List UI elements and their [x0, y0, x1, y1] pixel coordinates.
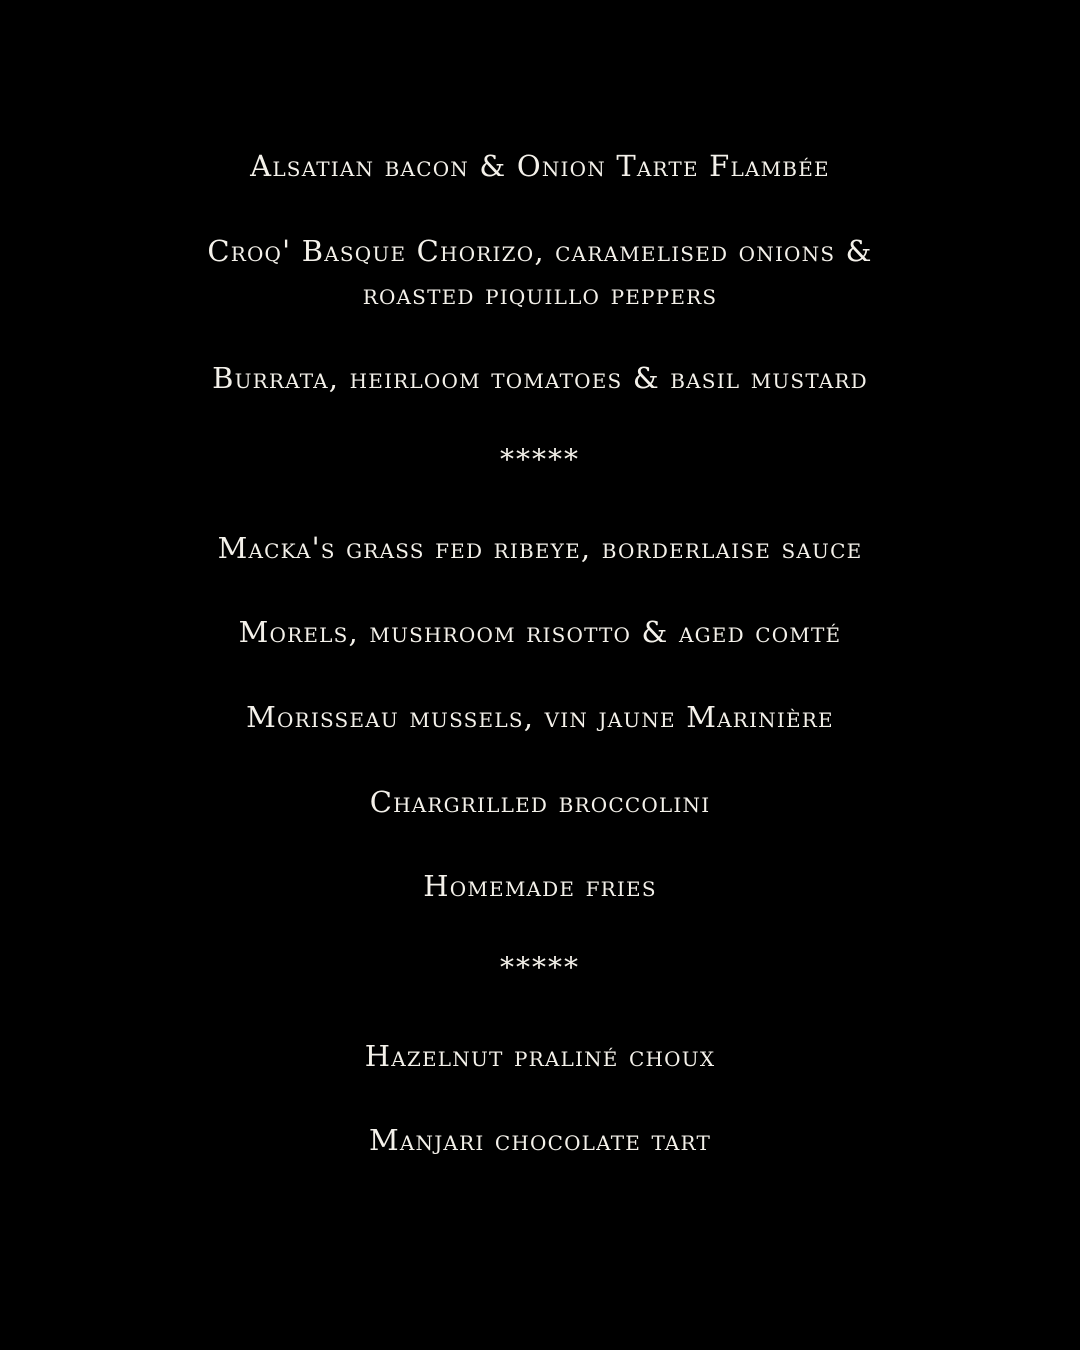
menu-item-choux: Hazelnut praliné choux	[364, 1039, 716, 1073]
menu-item-mussels: Morisseau mussels, vin jaune Marinière	[246, 700, 834, 734]
menu-item-chocolate-tart: Manjari chocolate tart	[368, 1123, 712, 1157]
section-separator: *****	[500, 951, 580, 984]
menu-item-croq-basque-line2: roasted piquillo peppers	[362, 277, 718, 311]
menu-item-tarte-flambee: Alsatian bacon & Onion Tarte Flambée	[250, 149, 830, 183]
menu-item-croq-basque-line1: Croq' Basque Chorizo, caramelised onions &	[207, 234, 873, 268]
section-separator: *****	[500, 443, 580, 476]
menu-item-fries: Homemade fries	[423, 869, 657, 903]
menu-item-broccolini: Chargrilled broccolini	[369, 785, 711, 819]
menu-item-morels-risotto: Morels, mushroom risotto & aged comté	[238, 615, 842, 649]
menu-item-ribeye: Macka's grass fed ribeye, borderlaise sauce	[217, 531, 863, 565]
menu-item-burrata: Burrata, heirloom tomatoes & basil mustard	[212, 361, 868, 395]
